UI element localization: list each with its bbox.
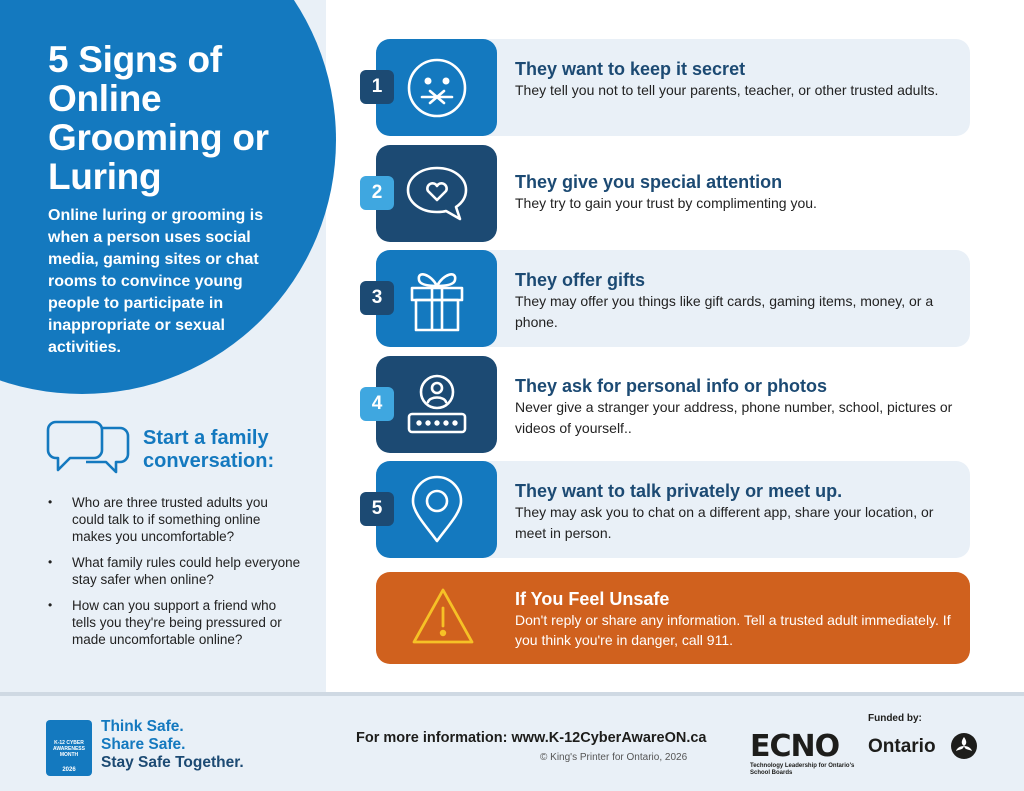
badge-text: K-12 CYBER AWARENESS MONTH <box>53 740 85 758</box>
list-item: • Who are three trusted adults you could talk to if something online makes you uncomfortable? <box>48 494 303 545</box>
sign-card-1 <box>371 39 970 136</box>
sign-card-5 <box>371 461 970 558</box>
secret-face-icon <box>404 55 470 121</box>
slogan-line: Think Safe. <box>101 718 184 735</box>
sign-card-4 <box>371 356 970 453</box>
ontario-logo-text: Ontario <box>868 736 936 757</box>
sign-title: They want to keep it secret <box>515 59 746 79</box>
sign-description: They tell you not to tell your parents, teacher, or other trusted adults. <box>515 82 939 98</box>
warning-icon <box>410 586 476 646</box>
list-item: • What family rules could help everyone stay safer when online? <box>48 554 303 588</box>
sign-card-3 <box>371 250 970 347</box>
sign-title: They give you special attention <box>515 172 783 192</box>
sign-tile <box>376 250 497 347</box>
chat-bubbles-icon <box>46 418 134 480</box>
more-info-link[interactable]: For more information: www.K-12CyberAwareON.ca <box>356 730 707 746</box>
ecno-logo: ECNO <box>750 729 840 764</box>
slogan-line: Share Safe. <box>101 736 186 753</box>
funded-by-label: Funded by: <box>868 713 922 724</box>
slogan <box>101 718 244 772</box>
sign-description: They may ask you to chat on a different app, share your location, or meet in person. <box>515 504 934 541</box>
list-item: • How can you support a friend who tells you they're being pressured or made uncomfortable online? <box>48 597 303 648</box>
sign-number: 4 <box>360 387 394 421</box>
unsafe-title: If You Feel Unsafe <box>515 589 670 609</box>
badge-year: 2026 <box>62 767 76 773</box>
footer <box>0 692 1024 791</box>
question-list <box>48 494 303 657</box>
cyber-awareness-badge <box>46 720 92 776</box>
gift-icon <box>406 264 468 334</box>
trillium-icon <box>950 732 978 760</box>
sign-tile <box>376 145 497 242</box>
sign-number: 5 <box>360 492 394 526</box>
sign-tile <box>376 461 497 558</box>
sign-title: They offer gifts <box>515 270 646 290</box>
intro-text: Online luring or grooming is when a person uses social media, gaming sites or chat rooms to convince young people to participate in inappropriate or sexual activities. <box>48 207 264 356</box>
sign-number: 2 <box>360 176 394 210</box>
copyright: © King's Printer for Ontario, 2026 <box>540 752 688 763</box>
location-pin-icon <box>409 475 465 545</box>
unsafe-description: Don't reply or share any information. Tell a trusted adult immediately. If you think you're in danger, call 911. <box>515 612 951 648</box>
sign-tile <box>376 356 497 453</box>
heart-speech-bubble-icon <box>404 164 470 224</box>
sign-number: 3 <box>360 281 394 315</box>
sign-card-2 <box>371 145 970 242</box>
family-conversation-title: Start a family conversation: <box>143 427 275 472</box>
page-title: 5 Signs of Online Grooming or Luring <box>48 39 269 197</box>
user-password-icon <box>404 372 470 438</box>
sign-description: They may offer you things like gift cards, gaming items, money, or a phone. <box>515 293 934 330</box>
unsafe-alert <box>376 572 970 664</box>
ecno-tagline: Technology Leadership for Ontario's School Boards <box>750 763 855 776</box>
sign-description: Never give a stranger your address, phone number, school, pictures or videos of yourself.. <box>515 399 953 436</box>
sign-description: They try to gain your trust by complimenting you. <box>515 195 817 211</box>
sign-number: 1 <box>360 70 394 104</box>
sign-title: They ask for personal info or photos <box>515 376 828 396</box>
slogan-line: Stay Safe Together. <box>101 754 244 771</box>
sign-tile <box>376 39 497 136</box>
sign-title: They want to talk privately or meet up. <box>515 481 843 501</box>
